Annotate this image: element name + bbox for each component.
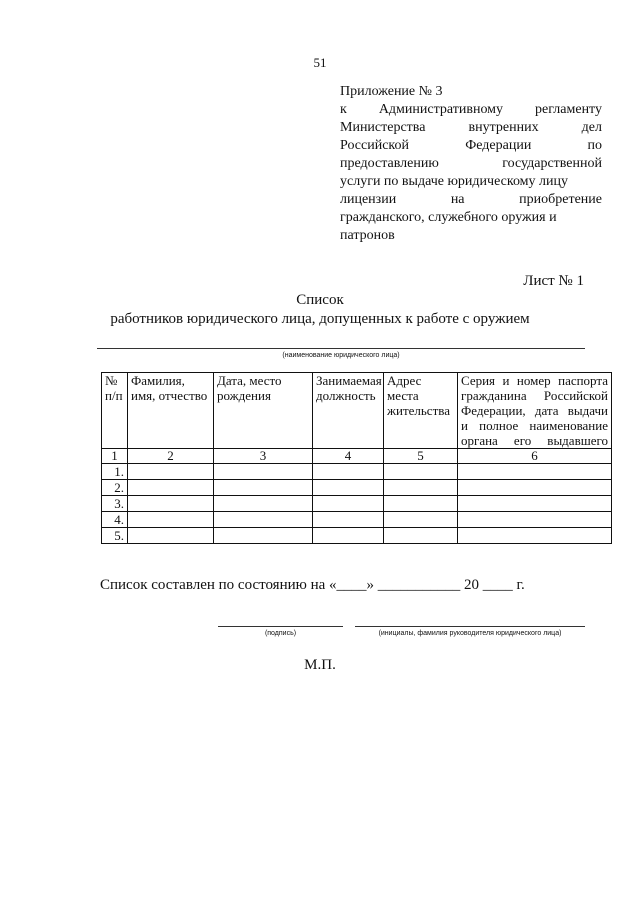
row-number: 4. — [102, 512, 128, 528]
table-cell[interactable] — [384, 464, 458, 480]
row-number: 1. — [102, 464, 128, 480]
table-cell[interactable] — [128, 528, 214, 544]
list-title: Список — [296, 292, 344, 308]
appendix-word: государственной — [502, 156, 602, 171]
appendix-word: лицензии — [340, 192, 397, 207]
appendix-word: предоставлению — [340, 156, 439, 171]
table-row — [102, 480, 612, 496]
column-number: 6 — [458, 449, 612, 464]
stamp-placeholder: М.П. — [304, 657, 336, 673]
appendix-word: услуги по выдаче юридическому лицу — [340, 174, 569, 189]
header-cell — [384, 373, 458, 449]
header-text: Серия и номер паспорта — [461, 373, 608, 388]
appendix-line — [340, 191, 602, 209]
appendix-word: дел — [581, 120, 602, 135]
appendix-word: патронов — [340, 228, 395, 243]
header-text: Федерации, дата выдачи — [461, 403, 608, 418]
table-cell[interactable] — [214, 464, 313, 480]
appendix-word: Министерства — [340, 120, 426, 135]
appendix-word: Административному — [378, 102, 504, 117]
row-number: 5. — [102, 528, 128, 544]
header-text: органа его выдавшего — [461, 433, 608, 448]
table-cell[interactable] — [313, 512, 384, 528]
row-number: 2. — [102, 480, 128, 496]
appendix-word: на — [450, 192, 465, 207]
table-cell[interactable] — [313, 496, 384, 512]
appendix-heading — [340, 83, 602, 245]
header-text: № — [105, 373, 118, 388]
manager-name-line — [355, 626, 585, 627]
header-text: Фамилия, — [131, 373, 185, 388]
table-cell[interactable] — [458, 464, 612, 480]
table-cell[interactable] — [128, 512, 214, 528]
header-text: рождения — [217, 388, 271, 403]
column-number-row — [102, 449, 612, 464]
column-number: 3 — [214, 449, 313, 464]
appendix-word: по — [587, 138, 602, 153]
table-cell[interactable] — [313, 480, 384, 496]
signature-caption: (подпись) — [264, 630, 297, 637]
column-number: 1 — [102, 449, 128, 464]
table-cell[interactable] — [313, 464, 384, 480]
state-date-line: Список составлен по состоянию на «____» ___________ 20 ____ г. — [100, 577, 525, 593]
table-row — [102, 496, 612, 512]
appendix-line — [340, 137, 602, 155]
list-subtitle: работников юридического лица, допущенных к работе с оружием — [110, 311, 530, 327]
header-text: жительства — [387, 403, 450, 418]
appendix-word: внутренних — [468, 120, 539, 135]
appendix-line — [340, 119, 602, 137]
table-cell[interactable] — [128, 464, 214, 480]
table-cell[interactable] — [458, 528, 612, 544]
signature-line — [218, 626, 343, 627]
header-cell — [128, 373, 214, 449]
appendix-word: Российской — [340, 138, 409, 153]
header-text: и полное наименование — [461, 418, 608, 433]
table-row — [102, 528, 612, 544]
table-cell[interactable] — [128, 480, 214, 496]
appendix-line — [340, 101, 602, 119]
header-text: имя, отчество — [131, 388, 208, 403]
table-row — [102, 512, 612, 528]
appendix-word: приобретение — [519, 192, 602, 207]
table-cell[interactable] — [313, 528, 384, 544]
staff-table — [101, 372, 612, 544]
table-cell[interactable] — [128, 496, 214, 512]
appendix-line — [340, 227, 602, 245]
appendix-line — [340, 173, 602, 191]
table-cell[interactable] — [458, 496, 612, 512]
table-cell[interactable] — [458, 512, 612, 528]
manager-name-caption: (инициалы, фамилия руководителя юридического лица) — [378, 630, 562, 637]
column-number: 5 — [384, 449, 458, 464]
sheet-label: Лист № 1 — [523, 273, 584, 289]
table-cell[interactable] — [214, 496, 313, 512]
appendix-word: Приложение № 3 — [340, 84, 443, 99]
header-cell — [313, 373, 384, 449]
appendix-line — [340, 209, 602, 227]
appendix-word: гражданского, служебного оружия и — [340, 210, 557, 225]
table-cell[interactable] — [384, 480, 458, 496]
header-cell — [102, 373, 128, 449]
entity-name-line — [97, 348, 585, 349]
entity-name-caption: (наименование юридического лица) — [282, 352, 400, 359]
table-cell[interactable] — [384, 528, 458, 544]
header-text: Дата, место — [217, 373, 282, 388]
table-cell[interactable] — [214, 480, 313, 496]
header-text: Адрес места — [387, 373, 422, 403]
column-number: 4 — [313, 449, 384, 464]
header-text: гражданина Российской — [461, 388, 608, 403]
table-header-row — [102, 373, 612, 449]
table-cell[interactable] — [384, 496, 458, 512]
table-cell[interactable] — [214, 512, 313, 528]
appendix-word: к — [340, 102, 347, 117]
appendix-word: регламенту — [535, 102, 602, 117]
appendix-line — [340, 83, 602, 101]
table-cell[interactable] — [384, 512, 458, 528]
appendix-line — [340, 155, 602, 173]
header-cell — [458, 373, 612, 449]
header-text: Занимаемая — [316, 373, 382, 388]
table-cell[interactable] — [458, 480, 612, 496]
header-text: п/п — [105, 388, 123, 403]
appendix-word: Федерации — [465, 138, 532, 153]
page-number: 51 — [313, 55, 327, 70]
table-row — [102, 464, 612, 480]
column-number: 2 — [128, 449, 214, 464]
header-cell — [214, 373, 313, 449]
row-number: 3. — [102, 496, 128, 512]
header-text: должность — [316, 388, 376, 403]
table-cell[interactable] — [214, 528, 313, 544]
